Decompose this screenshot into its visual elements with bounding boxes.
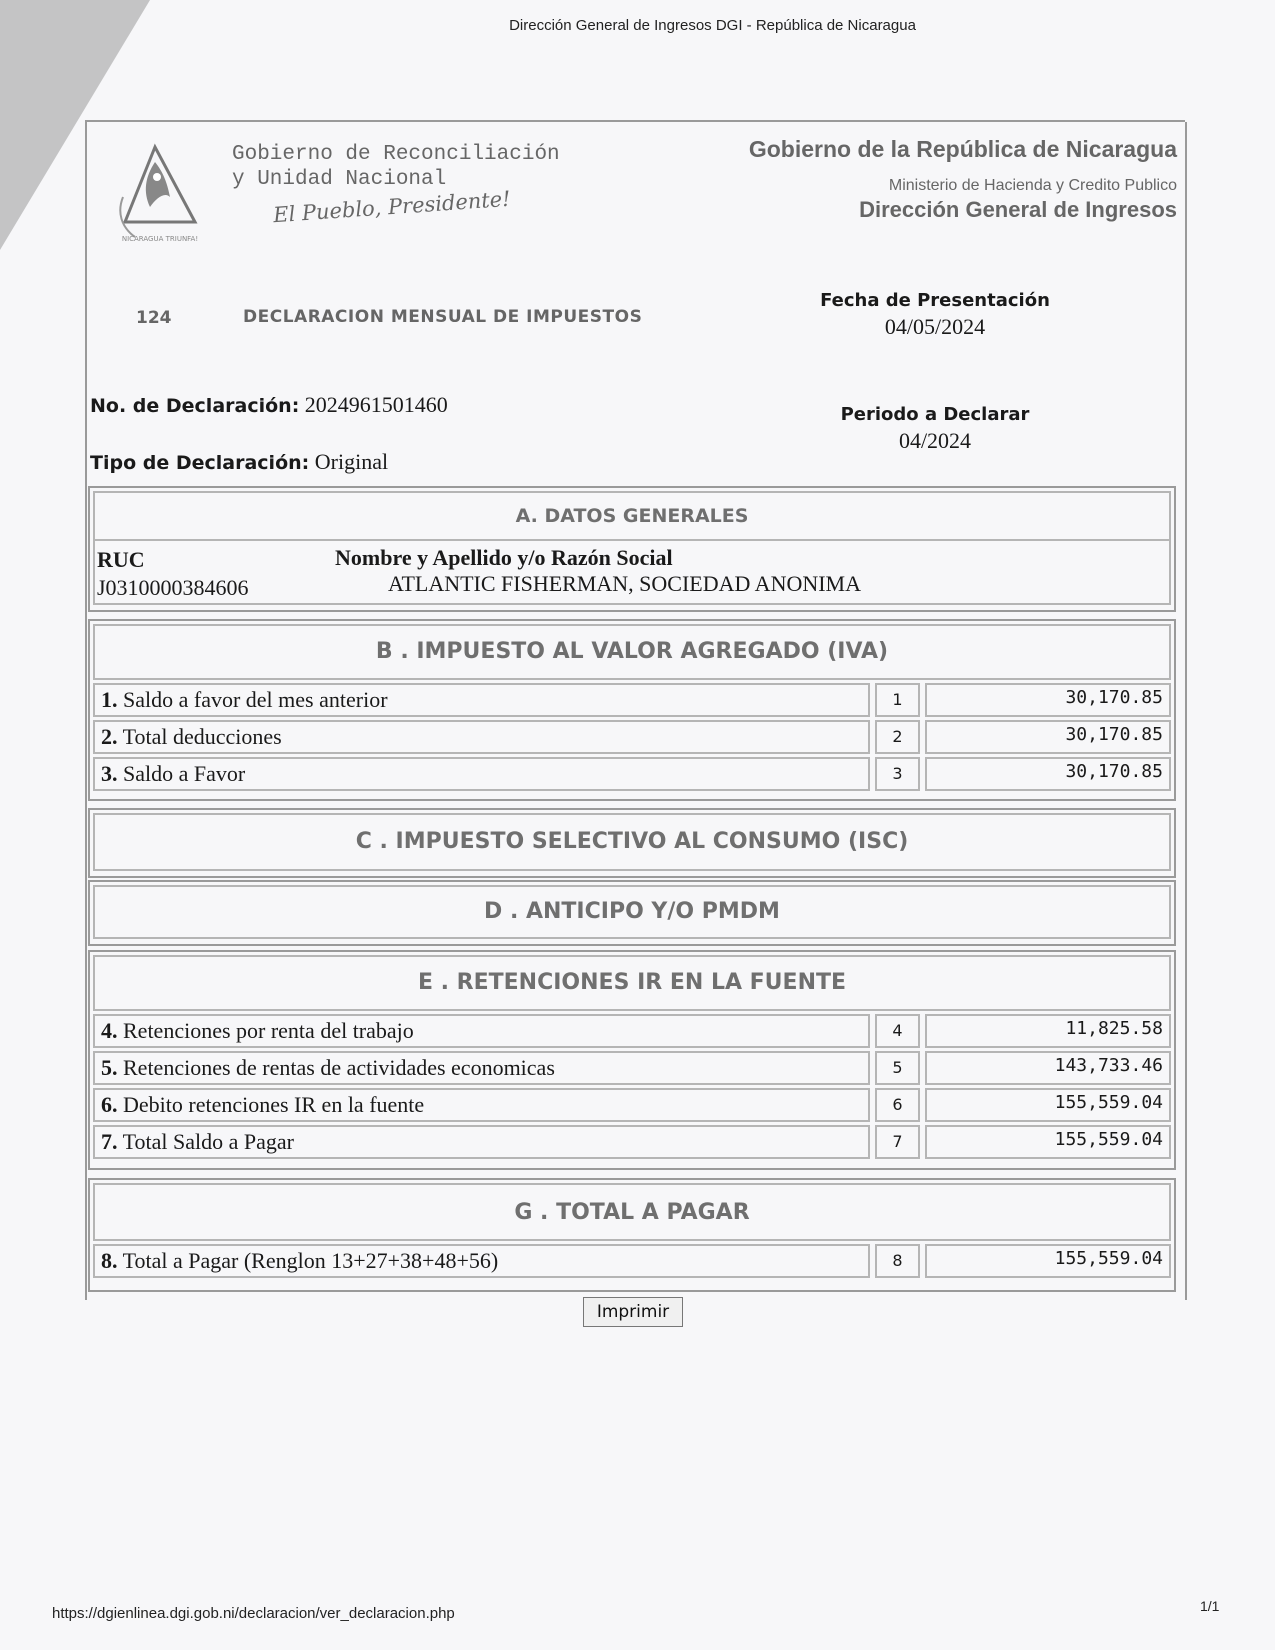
row-code: 7 (875, 1125, 920, 1159)
row-code: 1 (875, 683, 920, 717)
government-left-heading (232, 142, 560, 192)
table-row (93, 757, 1171, 791)
row-label: Saldo a Favor (123, 761, 246, 786)
row-number: 5. (101, 1055, 118, 1080)
row-description (93, 720, 870, 754)
row-label: Total Saldo a Pagar (122, 1129, 294, 1154)
section-retenciones (88, 950, 1176, 1170)
row-number: 6. (101, 1092, 118, 1117)
declaration-number (90, 392, 448, 418)
presentation-date-label: Fecha de Presentación (820, 290, 1050, 311)
form-title: DECLARACION MENSUAL DE IMPUESTOS (243, 307, 643, 327)
section-d-title: D . ANTICIPO Y/O PMDM (93, 885, 1171, 939)
table-row (93, 720, 1171, 754)
row-amount: 30,170.85 (925, 757, 1171, 791)
form-code: 124 (136, 308, 172, 328)
row-description (93, 1125, 870, 1159)
declaration-type-label: Tipo de Declaración: (90, 452, 310, 474)
section-iva (88, 619, 1176, 801)
row-code: 5 (875, 1051, 920, 1085)
row-amount: 155,559.04 (925, 1125, 1171, 1159)
row-amount: 30,170.85 (925, 720, 1171, 754)
print-button[interactable]: Imprimir (583, 1297, 683, 1327)
row-label: Saldo a favor del mes anterior (123, 687, 388, 712)
declaration-type-value: Original (314, 449, 389, 474)
row-label: Total a Pagar (Renglon 13+27+38+48+56) (122, 1248, 499, 1273)
row-label: Retenciones de rentas de actividades economicas (123, 1055, 555, 1080)
row-description (93, 1051, 870, 1085)
row-label: Debito retenciones IR en la fuente (123, 1092, 425, 1117)
row-code: 6 (875, 1088, 920, 1122)
row-number: 4. (101, 1018, 118, 1043)
government-logo-icon (115, 137, 205, 247)
logo-caption: NICARAGUA TRIUNFA! (121, 235, 199, 243)
row-label: Retenciones por renta del trabajo (123, 1018, 414, 1043)
section-b-title: B . IMPUESTO AL VALOR AGREGADO (IVA) (93, 624, 1171, 680)
gov-left-line-1: Gobierno de Reconciliación (232, 143, 560, 166)
section-total (88, 1178, 1176, 1292)
row-description (93, 683, 870, 717)
table-row (93, 1014, 1171, 1048)
row-amount: 155,559.04 (925, 1244, 1171, 1278)
row-code: 4 (875, 1014, 920, 1048)
section-a-title: A. DATOS GENERALES (93, 491, 1171, 541)
declaration-number-label: No. de Declaración: (90, 395, 300, 417)
section-g-title: G . TOTAL A PAGAR (93, 1183, 1171, 1241)
ruc-label: RUC (97, 547, 145, 572)
company-name-value: ATLANTIC FISHERMAN, SOCIEDAD ANONIMA (388, 571, 862, 596)
row-description (93, 757, 870, 791)
table-row (93, 683, 1171, 717)
section-anticipo (88, 880, 1176, 946)
row-number: 1. (101, 687, 118, 712)
presentation-date-value: 04/05/2024 (884, 314, 986, 339)
declaration-number-value: 2024961501460 (304, 392, 448, 417)
row-label: Total deducciones (122, 724, 282, 749)
section-general-data (88, 486, 1176, 612)
company-name-label: Nombre y Apellido y/o Razón Social (335, 545, 673, 570)
table-row (93, 1088, 1171, 1122)
ministry-name: Ministerio de Hacienda y Credito Publico (888, 177, 1177, 194)
period-value: 04/2024 (898, 428, 972, 453)
row-number: 2. (101, 724, 118, 749)
row-number: 8. (101, 1248, 118, 1273)
government-right-heading (749, 136, 1177, 223)
section-isc (88, 808, 1176, 878)
period-label: Periodo a Declarar (840, 404, 1030, 425)
row-description (93, 1088, 870, 1122)
slogan: El Pueblo, Presidente! (272, 186, 512, 228)
row-description (93, 1014, 870, 1048)
row-code: 2 (875, 720, 920, 754)
general-data-body (93, 541, 1171, 605)
page-header: Dirección General de Ingresos DGI - República de Nicaragua (509, 17, 916, 34)
directorate-name: Dirección General de Ingresos (859, 197, 1177, 222)
row-amount: 143,733.46 (925, 1051, 1171, 1085)
ruc-value: J0310000384606 (97, 575, 249, 600)
row-number: 7. (101, 1129, 118, 1154)
row-code: 8 (875, 1244, 920, 1278)
table-row (93, 1051, 1171, 1085)
section-e-title: E . RETENCIONES IR EN LA FUENTE (93, 955, 1171, 1011)
row-amount: 11,825.58 (925, 1014, 1171, 1048)
section-c-title: C . IMPUESTO SELECTIVO AL CONSUMO (ISC) (93, 813, 1171, 871)
row-amount: 155,559.04 (925, 1088, 1171, 1122)
footer-page-number: 1/1 (1200, 1598, 1220, 1614)
table-row (93, 1244, 1171, 1278)
table-row (93, 1125, 1171, 1159)
footer-url: https://dgienlinea.dgi.gob.ni/declaracion/ver_declaracion.php (52, 1605, 455, 1622)
row-amount: 30,170.85 (925, 683, 1171, 717)
row-number: 3. (101, 761, 118, 786)
row-code: 3 (875, 757, 920, 791)
republic-title: Gobierno de la República de Nicaragua (748, 136, 1177, 162)
declaration-type (90, 449, 388, 475)
row-description (93, 1244, 870, 1278)
gov-left-line-2: y Unidad Nacional (232, 168, 447, 191)
